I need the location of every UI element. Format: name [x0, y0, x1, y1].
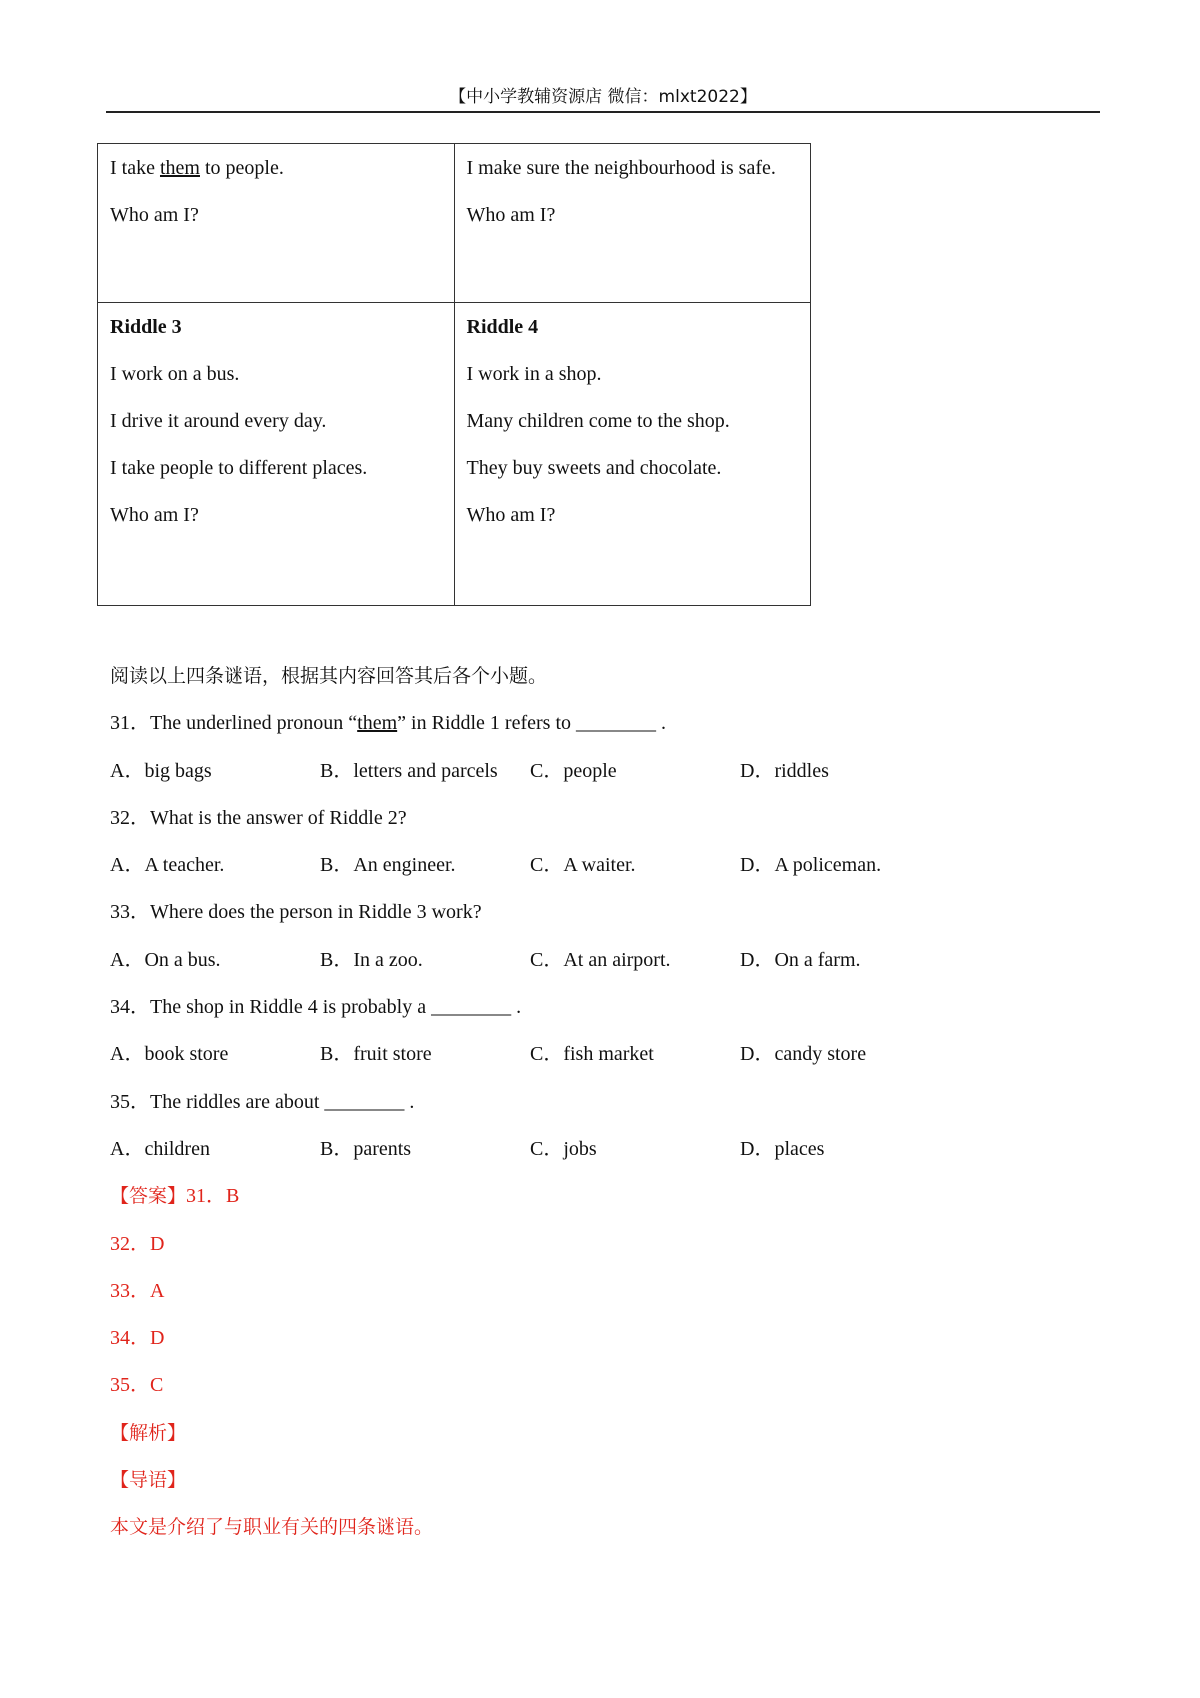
- riddle-4-line: They buy sweets and chocolate.: [466, 457, 722, 479]
- options-32: [110, 842, 1100, 889]
- questions-section: [110, 653, 1100, 1552]
- instruction: 阅读以上四条谜语，根据其内容回答其后各个小题。: [110, 665, 548, 687]
- option: D．A policeman.: [740, 854, 882, 877]
- answer-item: 32．D: [110, 1232, 165, 1255]
- question-34: 34．The shop in Riddle 4 is probably a ________ .: [110, 996, 522, 1019]
- answer-item: 33．A: [110, 1279, 165, 1302]
- option: C．jobs: [530, 1137, 597, 1160]
- options-31: [110, 748, 1100, 795]
- riddle-2-line: I make sure the neighbourhood is safe.: [466, 157, 776, 179]
- riddle-1-question: Who am I?: [110, 204, 199, 226]
- riddle-4-title: Riddle 4: [466, 316, 539, 338]
- option: C．At an airport.: [530, 948, 671, 971]
- options-34: [110, 1031, 1100, 1078]
- header-rule: [106, 111, 1100, 113]
- answer-label: 【答案】: [110, 1185, 187, 1208]
- option: B．In a zoo.: [320, 948, 423, 971]
- question-31: 31．The underlined pronoun “them” in Riddle 1 refers to ________ .: [110, 712, 667, 735]
- underlined-them: them: [357, 712, 398, 735]
- guide-text: 本文是介绍了与职业有关的四条谜语。: [110, 1516, 434, 1539]
- riddle-3-line: I take people to different places.: [110, 457, 368, 479]
- option: B．fruit store: [320, 1043, 432, 1066]
- riddle-3-title: Riddle 3: [110, 316, 182, 338]
- option: B．parents: [320, 1137, 412, 1160]
- option: A．On a bus.: [110, 948, 221, 971]
- underlined-them: them: [159, 157, 200, 179]
- option: B．An engineer.: [320, 854, 456, 877]
- riddle-3-line: I drive it around every day.: [110, 410, 327, 432]
- option: A．big bags: [110, 759, 212, 782]
- option: A．book store: [110, 1043, 229, 1066]
- option: D．riddles: [740, 759, 829, 782]
- question-32: 32．What is the answer of Riddle 2?: [110, 806, 407, 829]
- riddle-3-cell: [98, 303, 455, 606]
- option: D．On a farm.: [740, 948, 861, 971]
- answer-item: 31．B: [186, 1185, 240, 1208]
- riddle-4-line: Many children come to the shop.: [466, 410, 730, 432]
- riddle-3-question: Who am I?: [110, 504, 199, 526]
- option: C．A waiter.: [530, 854, 636, 877]
- option: C．people: [530, 759, 617, 782]
- answer-item: 35．C: [110, 1374, 164, 1397]
- riddle-1-line: I take them to people.: [110, 157, 284, 179]
- analysis-label: 【解析】: [110, 1421, 187, 1444]
- riddle-2-question: Who am I?: [466, 204, 556, 226]
- guide-label: 【导语】: [110, 1469, 187, 1492]
- options-33: [110, 937, 1100, 984]
- option: C．fish market: [530, 1043, 654, 1066]
- option: A．A teacher.: [110, 854, 225, 877]
- riddle-1-cell: [98, 144, 455, 303]
- riddle-2-cell: [454, 144, 811, 303]
- riddle-3-line: I work on a bus.: [110, 363, 240, 385]
- question-35: 35．The riddles are about ________ .: [110, 1090, 415, 1113]
- option: D．candy store: [740, 1043, 867, 1066]
- riddle-4-line: I work in a shop.: [466, 363, 602, 385]
- riddle-4-question: Who am I?: [466, 504, 556, 526]
- option: B．letters and parcels: [320, 759, 498, 782]
- option: D．places: [740, 1137, 825, 1160]
- question-33: 33．Where does the person in Riddle 3 work?: [110, 901, 482, 924]
- answer-line: [110, 1173, 1100, 1220]
- options-35: [110, 1126, 1100, 1173]
- answer-item: 34．D: [110, 1327, 165, 1350]
- riddle-table: [97, 143, 811, 606]
- riddle-4-cell: [454, 303, 811, 606]
- page-header: 【中小学教辅资源店 微信：mlxt2022】: [449, 87, 757, 107]
- option: A．children: [110, 1137, 210, 1160]
